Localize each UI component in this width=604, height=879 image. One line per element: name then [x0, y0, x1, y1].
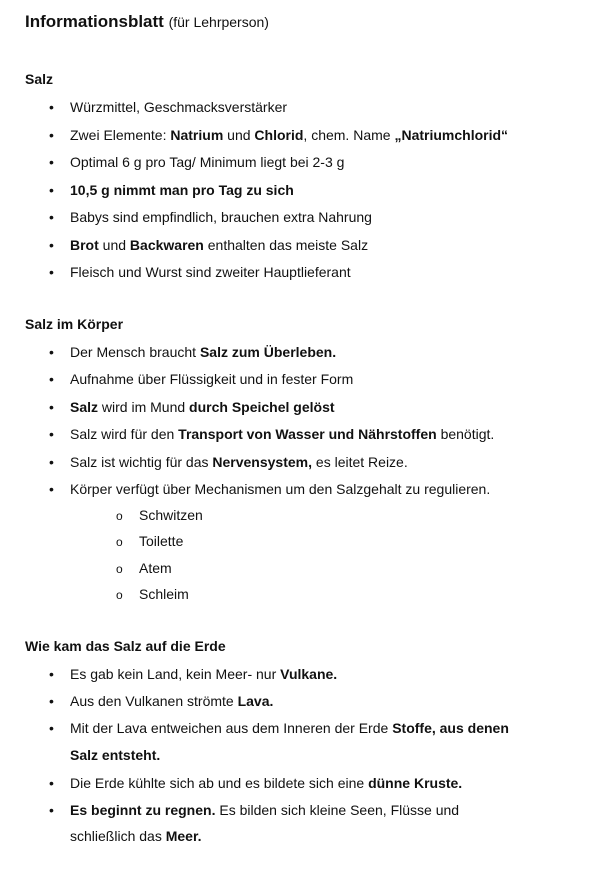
list-item: [70, 665, 337, 683]
text: Mit der Lava entweichen aus dem Inneren der Erde: [70, 720, 393, 736]
list-item: [70, 719, 509, 737]
text: schließlich das: [70, 828, 166, 844]
bold-text: Brot: [70, 237, 99, 253]
bold-text: dünne Kruste.: [368, 775, 463, 791]
text: benötigt.: [436, 426, 495, 442]
text: und: [223, 127, 255, 143]
list-item: [70, 425, 494, 443]
text: Salz wird für den: [70, 426, 179, 442]
section-heading-salz-auf-erde: Wie kam das Salz auf die Erde: [25, 638, 226, 654]
text: es leitet Reize.: [312, 454, 408, 470]
text: und: [98, 237, 130, 253]
list-item: [70, 126, 508, 144]
bold-text: Meer.: [165, 828, 202, 844]
sub-list-item: o Schwitzen: [139, 506, 203, 524]
bold-text: Es beginnt zu regnen.: [70, 802, 216, 818]
page-title: [25, 12, 269, 32]
list-item: [70, 453, 408, 471]
list-item: [70, 343, 336, 361]
text: Es bilden sich kleine Seen, Flüsse und: [215, 802, 460, 818]
text: Körper verfügt über Mechanismen um den Salzgehalt zu regulieren.: [70, 481, 491, 497]
list-item: [70, 801, 459, 819]
text: Zwei Elemente:: [70, 127, 171, 143]
bold-text: Nervensystem,: [212, 454, 313, 470]
bold-text: Salz zum Überleben.: [199, 344, 337, 360]
bold-text: Vulkane.: [280, 666, 338, 682]
list-item-continuation: [70, 746, 160, 764]
bold-text: Salz: [70, 399, 99, 415]
list-item: [70, 398, 335, 416]
text: Salz ist wichtig für das: [70, 454, 213, 470]
bold-text: Natrium: [170, 127, 224, 143]
sub-list-item: o Atem: [139, 559, 172, 577]
bold-text: Salz entsteht.: [70, 747, 161, 763]
section-heading-salz: Salz: [25, 71, 54, 87]
bold-text: durch Speichel gelöst: [189, 399, 335, 415]
list-item: [70, 774, 462, 792]
title-main: Informationsblatt: [25, 12, 164, 31]
text: Der Mensch braucht: [70, 344, 200, 360]
list-item: [70, 98, 287, 116]
list-item: [70, 692, 273, 710]
text: Es gab kein Land, kein Meer- nur: [70, 666, 281, 682]
text: enthalten das meiste Salz: [203, 237, 369, 253]
list-item: [70, 263, 351, 281]
section-heading-salz-im-koerper: Salz im Körper: [25, 316, 124, 332]
sub-list-item: o Schleim: [139, 585, 189, 603]
list-item: [70, 480, 490, 498]
list-item: [70, 236, 368, 254]
text: Aufnahme über Flüssigkeit und in fester Form: [70, 371, 354, 387]
text: Die Erde kühlte sich ab und es bildete sich eine: [70, 775, 369, 791]
bold-text: Transport von Wasser und Nährstoffen: [178, 426, 437, 442]
bold-text: 10,5 g nimmt man pro Tag zu sich: [70, 182, 294, 198]
sub-list-item: o Toilette: [139, 532, 183, 550]
text: Aus den Vulkanen strömte: [70, 693, 238, 709]
bold-text: Stoffe, aus denen: [392, 720, 509, 736]
list-item: [70, 181, 294, 199]
text: Fleisch und Wurst sind zweiter Hauptlieferant: [70, 264, 351, 280]
bold-text: Backwaren: [129, 237, 204, 253]
bold-text: „Natriumchlorid“: [394, 127, 509, 143]
text: Babys sind empfindlich, brauchen extra Nahrung: [70, 209, 372, 225]
text: Würzmittel, Geschmacksverstärker: [70, 99, 288, 115]
list-item: [70, 208, 372, 226]
list-item-continuation: [70, 827, 202, 845]
title-sub: (für Lehrperson): [168, 14, 269, 30]
bold-text: Lava.: [237, 693, 274, 709]
bold-text: Chlorid: [254, 127, 304, 143]
text: , chem. Name: [303, 127, 395, 143]
text: Optimal 6 g pro Tag/ Minimum liegt bei 2-3 g: [70, 154, 345, 170]
list-item: [70, 370, 353, 388]
text: wird im Mund: [98, 399, 190, 415]
list-item: [70, 153, 344, 171]
